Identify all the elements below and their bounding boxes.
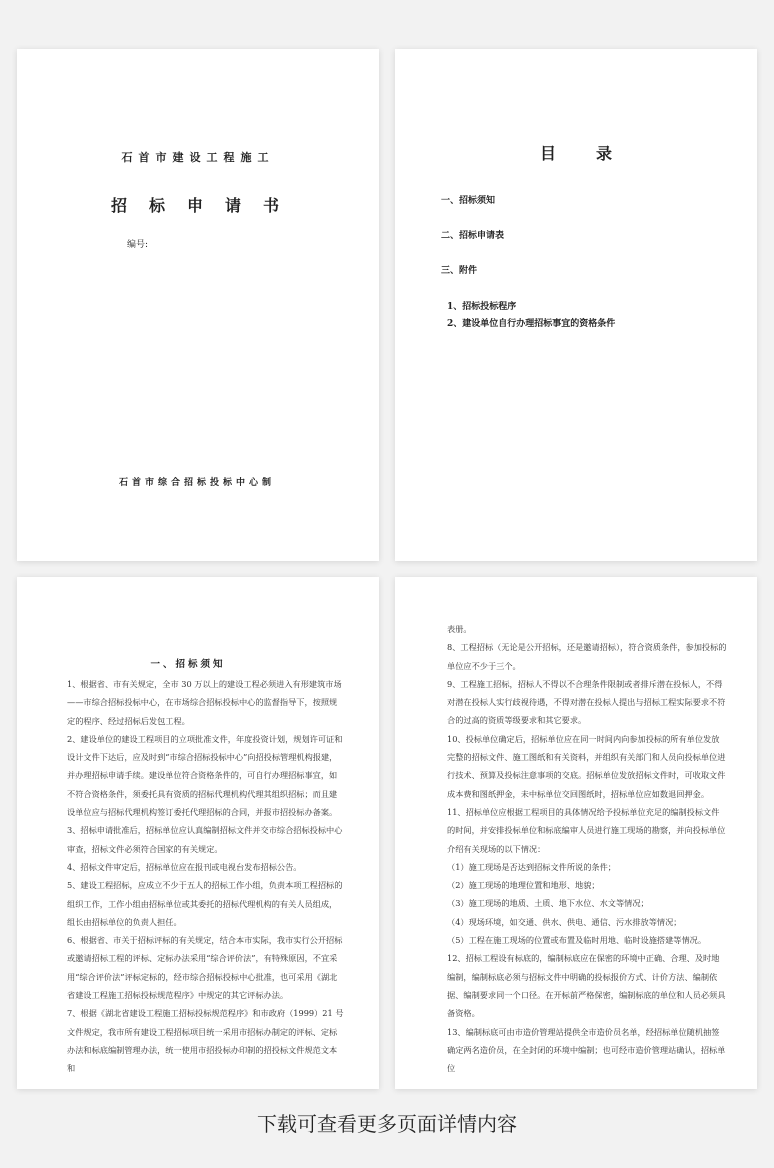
toc-item: 二、招标申请表: [441, 231, 505, 241]
cover-number-label: 编号:: [127, 240, 149, 250]
paragraph: 3、招标申请批准后，招标单位应认真编制招标文件并交市综合招标投标中心审查，招标文件必须符合国家的有关规定。: [67, 825, 343, 854]
document-page-notice-continued: [395, 577, 757, 1089]
paragraph: 1、根据省、市有关规定，全市 30 万以上的建设工程必须进入有形建筑市场——市综合招标投标中心，在市场综合招标投标中心的监督指导下，按照规定的程序、经过招标后发包工程。: [67, 679, 342, 726]
notice-body: [67, 675, 345, 1078]
paragraph: 表册。: [447, 624, 472, 634]
paragraph: （2）施工现场的地理位置和地形、地貌；: [447, 880, 600, 891]
paragraph: （4）现场环境，如交通、供水、供电、通信、污水排放等情况；: [447, 916, 682, 927]
cover-footer: 石首市综合招标投标中心制: [119, 478, 276, 488]
paragraph: 10、投标单位确定后，招标单位应在同一时间内向参加投标的所有单位发放完整的招标文件、施工图纸和有关资料，并组织有关部门和人员向投标单位进行技术、预算及投标注意事项的交底。招标单位发放招标文件时，可收取文件成本费和图纸押金，未中标单位交回图纸时，招标单位应如数退回押金。: [447, 733, 726, 799]
cover-subtitle: 石首市建设工程施工: [121, 151, 275, 164]
paragraph: 2、建设单位的建设工程项目的立项批准文件，年度投资计划，规划许可证和设计文件下达后，应及时到“市综合招标投标中心”向招投标管理机构报建，并办理招标申请手续。建设单位符合资格条件的，可自行办理招标事宜，如不符合资格条件，须委托具有资质的招标代理机构代理其组织招标；而且建设单位应与招标代理机构签订委托代理招标的合同，并报市招投标办备案。: [67, 733, 343, 818]
toc-item: 三、附件: [441, 266, 478, 276]
toc-sub-item: 1、招标投标程序: [447, 302, 517, 312]
paragraph: 5、建设工程招标，应成立不少于五人的招标工作小组，负责本项工程招标的组织工作，工作小组由招标单位或其委托的招标代理机构的有关人员组成，组长由招标单位的负责人担任。: [67, 880, 343, 927]
paragraph: （1）施工现场是否达到招标文件所说的条件；: [447, 861, 616, 872]
cover-title: 招标申请书: [110, 196, 301, 215]
paragraph: 8、工程招标（无论是公开招标，还是邀请招标），符合资质条件，参加投标的单位应不少于三个。: [447, 642, 727, 671]
toc-item: 一、招标须知: [441, 196, 496, 206]
paragraph: 7、根据《湖北省建设工程施工招标投标规范程序》和市政府（1999）21 号文件规定，我市所有建设工程招标项目统一采用市招标办制定的评标、定标办法和标底编制管理办法，统一使用市招投标办印制的招投标文件规范文本和: [67, 1008, 344, 1074]
paragraph: 13、编制标底可由市造价管理站提供全市造价员名单，经招标单位随机抽签确定两名造价员，在全封闭的环境中编制；也可经市造价管理站确认，招标单位: [447, 1026, 726, 1074]
paragraph: （5）工程在施工现场的位置或布置及临时用地、临时设施搭建等情况。: [447, 935, 707, 946]
paragraph: 6、根据省、市关于招标评标的有关规定，结合本市实际，我市实行公开招标或邀请招标工程的评标、定标办法采用“综合评价法”，有特殊原因，不宜采用“综合评价法”评标定标的，经市综合招标投标中心批准，也可采用《湖北省建设工程施工招标投标规范程序》中规定的其它评标办法。: [67, 935, 343, 1001]
section-title: 一、招标须知: [150, 659, 226, 670]
paragraph: 11、招标单位应根据工程项目的具体情况给予投标单位充足的编制投标文件的时间，并安排投标单位和标底编审人员进行施工现场的勘察，并向投标单位介绍有关现场的以下情况：: [447, 806, 726, 854]
paragraph: 4、招标文件审定后，招标单位应在报刊或电视台发布招标公告。: [67, 861, 302, 872]
paragraph: 12、招标工程设有标底的，编制标底应在保密的环境中正确、合理、及时地编制，编制标底必须与招标文件中明确的投标报价方式、计价方法、编制依据、编制要求同一个口径。在开标前严格保密，编制标底的单位和人员必须具备资格。: [447, 953, 726, 1019]
document-page-toc: [395, 49, 757, 561]
toc-sub-item: 2、建设单位自行办理招标事宜的资格条件: [447, 319, 616, 329]
document-page-notice: [17, 577, 379, 1089]
document-page-cover: [17, 49, 379, 561]
paragraph: 9、工程施工招标，招标人不得以不合理条件限制或者排斥潜在投标人，不得对潜在投标人实行歧视待遇，不得对潜在投标人提出与招标工程实际要求不符合的过高的资质等级要求和其它要求。: [447, 678, 726, 726]
notice-continued-body: [447, 620, 727, 1077]
toc-title: 目录: [539, 144, 652, 163]
download-caption: 下载可查看更多页面详情内容: [257, 1112, 517, 1136]
paragraph: （3）施工现场的地质、土质、地下水位、水文等情况；: [447, 898, 649, 909]
